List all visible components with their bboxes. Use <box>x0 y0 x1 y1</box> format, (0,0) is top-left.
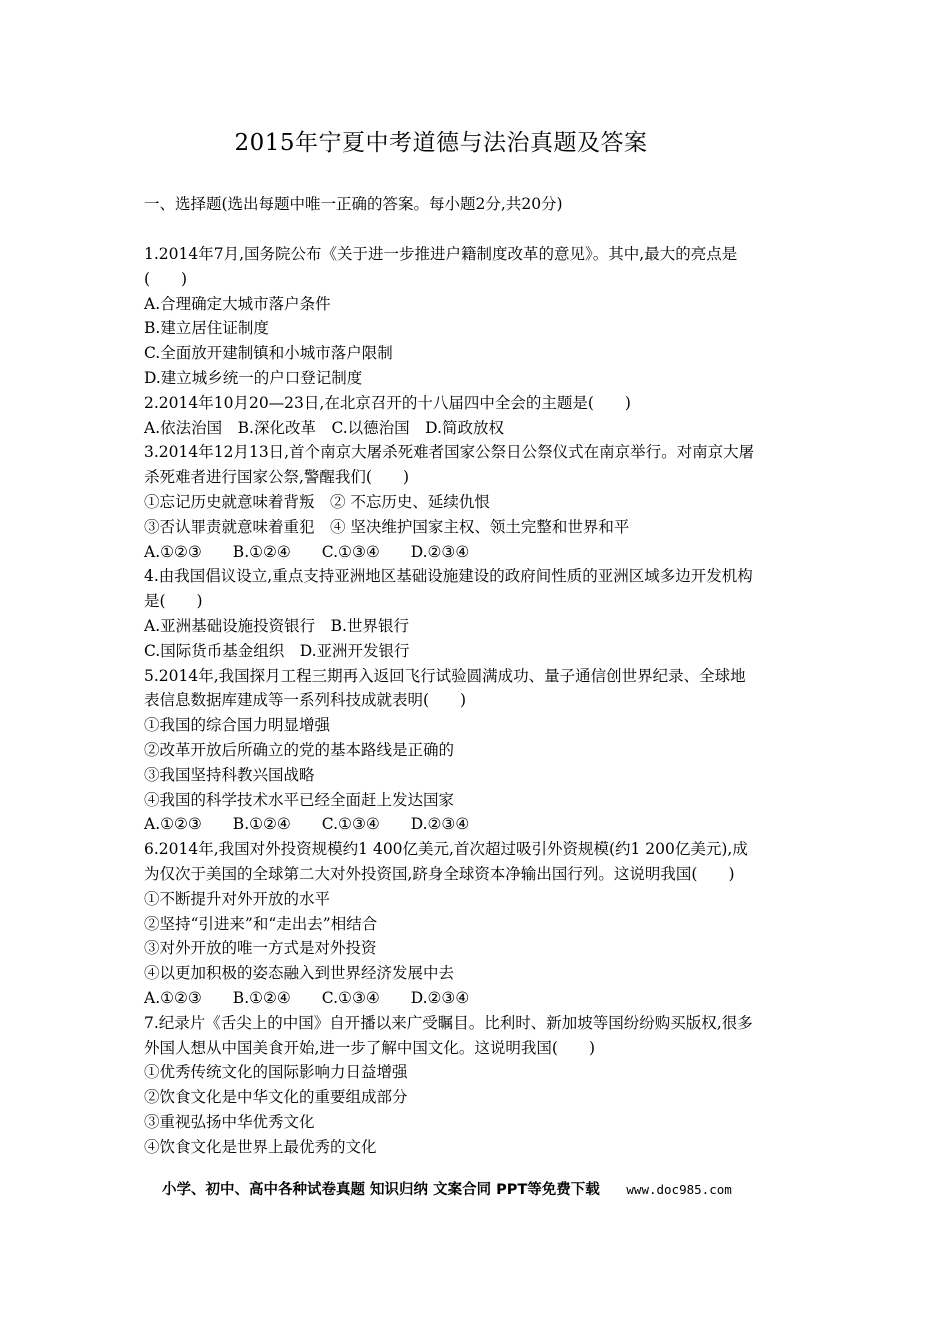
text-line: 6.2014年,我国对外投资规模约1 400亿美元,首次超过吸引外资规模(约1 200亿美元),成 <box>144 840 748 859</box>
text-line: 7.纪录片《舌尖上的中国》自开播以来广受瞩目。比利时、新加坡等国纷纷购买版权,很多 <box>144 1013 753 1032</box>
footer-url-link[interactable]: www.doc985.com <box>626 1182 732 1197</box>
text-line: ③否认罪责就意味着重犯 ④ 坚决维护国家主权、领土完整和世界和平 <box>144 517 630 536</box>
text-line: C.国际货币基金组织 D.亚洲开发银行 <box>144 641 410 660</box>
text-line: A.①②③ B.①②④ C.①③④ D.②③④ <box>144 542 470 561</box>
section-heading: 一、选择题(选出每题中唯一正确的答案。每小题2分,共20分) <box>144 195 563 213</box>
text-line: ④以更加积极的姿态融入到世界经济发展中去 <box>144 964 455 983</box>
text-line: 3.2014年12月13日,首个南京大屠杀死难者国家公祭日公祭仪式在南京举行。对南京大屠 <box>144 443 755 462</box>
text-line: ①忘记历史就意味着背叛 ② 不忘历史、延续仇恨 <box>144 492 490 511</box>
text-line: 2.2014年10月20—23日,在北京召开的十八届四中全会的主题是( ) <box>144 393 631 412</box>
page-footer <box>162 1179 802 1201</box>
text-line: A.①②③ B.①②④ C.①③④ D.②③④ <box>144 988 470 1007</box>
text-line: ④饮食文化是世界上最优秀的文化 <box>144 1137 377 1156</box>
text-line: ②改革开放后所确立的党的基本路线是正确的 <box>144 740 455 759</box>
text-line: ③对外开放的唯一方式是对外投资 <box>144 939 377 958</box>
text-line: ( ) <box>144 269 188 288</box>
text-line: 外国人想从中国美食开始,进一步了解中国文化。这说明我国( ) <box>144 1038 596 1057</box>
text-line: 杀死难者进行国家公祭,警醒我们( ) <box>144 468 410 487</box>
text-line: B.建立居住证制度 <box>144 319 269 338</box>
text-line: ②坚持“引进来”和“走出去”相结合 <box>144 914 378 933</box>
text-line: 表信息数据库建成等一系列科技成就表明( ) <box>144 691 467 710</box>
text-line: ②饮食文化是中华文化的重要组成部分 <box>144 1088 408 1107</box>
text-line: ①优秀传统文化的国际影响力日益增强 <box>144 1063 408 1082</box>
text-line: ④我国的科学技术水平已经全面赶上发达国家 <box>144 790 455 809</box>
text-line: ③我国坚持科教兴国战略 <box>144 765 315 784</box>
text-line: 为仅次于美国的全球第二大对外投资国,跻身全球资本净输出国行列。这说明我国( ) <box>144 864 735 883</box>
text-line: 是( ) <box>144 592 203 611</box>
page-title: 2015年宁夏中考道德与法治真题及答案 <box>234 130 648 156</box>
text-line: 1.2014年7月,国务院公布《关于进一步推进户籍制度改革的意见》。其中,最大的亮点是 <box>144 245 738 263</box>
text-line: A.依法治国 B.深化改革 C.以德治国 D.简政放权 <box>144 418 504 437</box>
text-line: A.①②③ B.①②④ C.①③④ D.②③④ <box>144 815 470 834</box>
text-line: C.全面放开建制镇和小城市落户限制 <box>144 344 393 363</box>
text-line: D.建立城乡统一的户口登记制度 <box>144 368 363 387</box>
text-line: ①不断提升对外开放的水平 <box>144 889 331 908</box>
text-line: 5.2014年,我国探月工程三期再入返回飞行试验圆满成功、量子通信创世界纪录、全球地 <box>144 666 746 685</box>
question-body <box>144 242 812 1159</box>
text-line: A.亚洲基础设施投资银行 B.世界银行 <box>144 616 409 635</box>
text-line: 4.由我国倡议设立,重点支持亚洲地区基础设施建设的政府间性质的亚洲区域多边开发机构 <box>144 567 753 586</box>
text-line: ③重视弘扬中华优秀文化 <box>144 1112 315 1131</box>
text-line: ①我国的综合国力明显增强 <box>144 716 331 735</box>
text-line: A.合理确定大城市落户条件 <box>144 294 331 313</box>
footer-promo-text: 小学、初中、高中各种试卷真题 知识归纳 文案合同 PPT等免费下载 <box>162 1182 600 1198</box>
